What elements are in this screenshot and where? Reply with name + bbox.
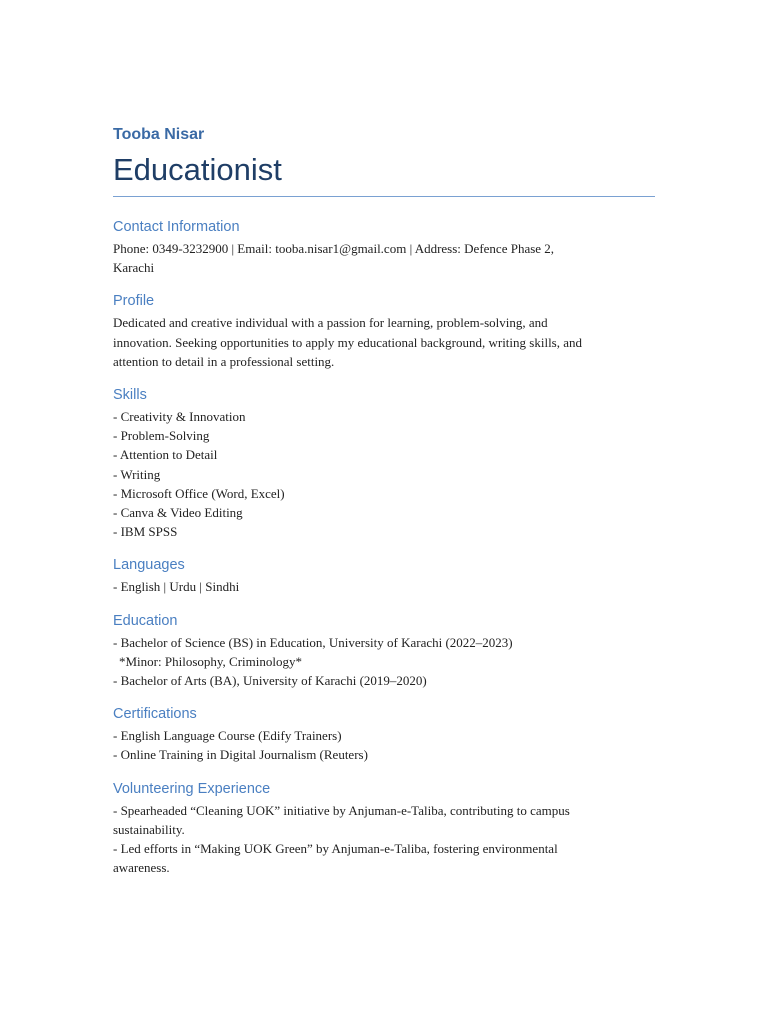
volunteering-item: awareness. [113,860,170,876]
certifications-heading: Certifications [113,706,197,723]
profile-line: Dedicated and creative individual with a passion for learning, problem-solving, and [113,315,548,331]
profile-line: innovation. Seeking opportunities to apply my educational background, writing skills, and [113,334,583,350]
title-divider [113,196,655,197]
candidate-name: Tooba Nisar [113,126,205,143]
skills-list [113,407,655,541]
profile-heading: Profile [113,293,155,310]
language-item: - English | Urdu | Sindhi [113,579,240,595]
certifications-list [113,726,655,764]
contact-heading: Contact Information [113,219,240,235]
contact-body [113,239,655,277]
profile-line: attention to detail in a professional setting. [113,353,335,369]
contact-section [113,217,655,277]
skills-section [113,385,655,541]
education-item: - Bachelor of Arts (BA), University of Karachi (2019–2020) [113,673,427,689]
education-list [113,633,655,691]
certification-item: - English Language Course (Edify Trainers) [113,728,342,744]
skill-item: - Canva & Video Editing [113,505,243,521]
volunteering-item: sustainability. [113,821,185,837]
skill-item: - Problem-Solving [113,428,210,444]
languages-heading: Languages [113,557,185,574]
skill-item: - Microsoft Office (Word, Excel) [113,485,285,501]
education-minor: *Minor: Philosophy, Criminology* [119,653,302,669]
contact-line: Phone: 0349-3232900 | Email: tooba.nisar1@gmail.com | Address: Defence Phase 2, [113,241,555,256]
education-section [113,611,655,691]
skill-item: - Attention to Detail [113,447,218,463]
resume-content [113,124,655,877]
skill-item: - IBM SPSS [113,524,178,540]
skill-item: - Writing [113,466,161,482]
contact-line: Karachi [113,260,155,276]
skills-heading: Skills [113,387,147,404]
volunteering-section [113,779,655,878]
education-item: - Bachelor of Science (BS) in Education, University of Karachi (2022–2023) [113,634,513,650]
skill-item: - Creativity & Innovation [113,409,246,425]
certification-item: - Online Training in Digital Journalism (Reuters) [113,747,368,763]
volunteering-item: - Led efforts in “Making UOK Green” by Anjuman-e-Taliba, fostering environmental [113,841,558,857]
volunteering-list [113,801,655,878]
certifications-section [113,704,655,764]
volunteering-item: - Spearheaded “Cleaning UOK” initiative by Anjuman-e-Taliba, contributing to campus [113,802,570,818]
profile-body [113,313,655,371]
education-heading: Education [113,612,178,629]
languages-list [113,577,655,596]
volunteering-heading: Volunteering Experience [113,780,271,797]
profile-section [113,291,655,371]
job-title: Educationist [113,152,282,187]
languages-section [113,555,655,596]
